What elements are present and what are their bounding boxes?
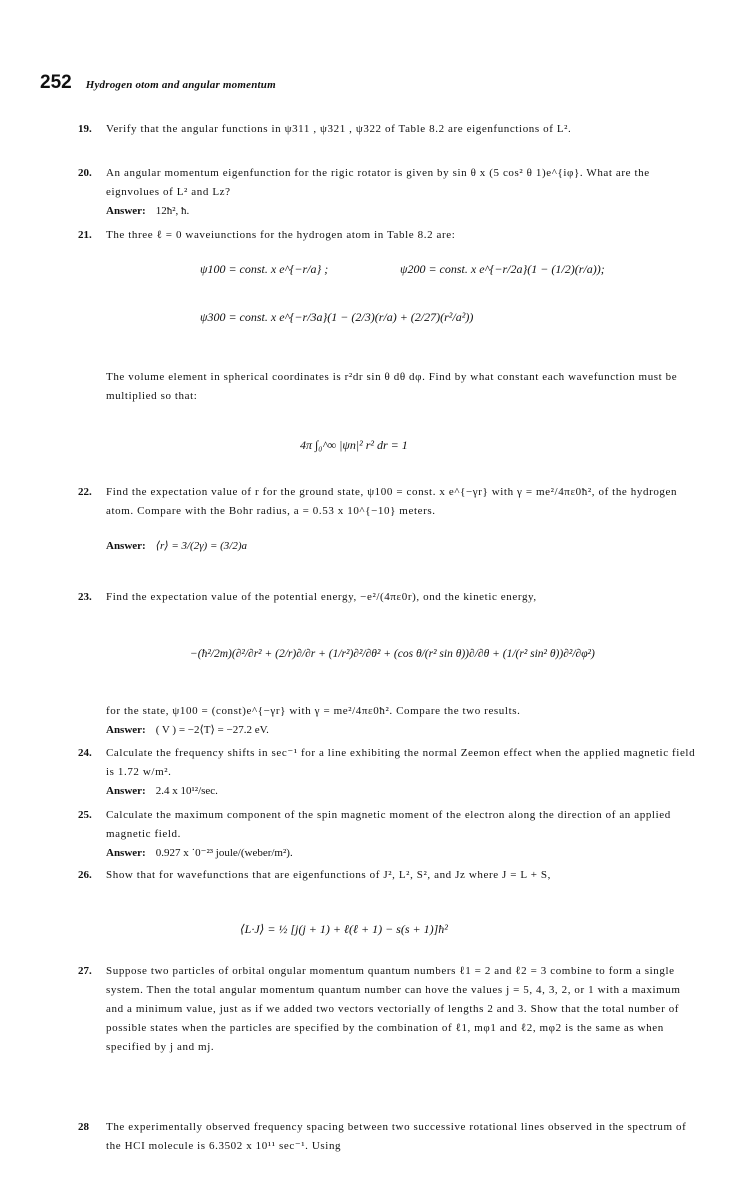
answer-value: ( V ) = −2⟨T⟩ = −27.2 eV.: [155, 724, 269, 736]
equation-psi100: ψ100 = const. x e^{−r/a} ;: [200, 262, 329, 276]
equation-psi200: ψ200 = const. x e^{−r/2a}(1 − (1/2)(r/a));: [400, 262, 605, 276]
answer-value: ⟨r⟩ = 3/(2γ) = (3/2)a: [155, 540, 248, 552]
running-title: Hydrogen otom and angular momentum: [85, 79, 276, 91]
page-header: [40, 72, 276, 94]
problem-20: 20. An angular momentum eigenfunction for the rigic rotator is given by sin θ x (5 cos² θ 1)e^{iφ}. What are the eignvolues of L² and Lz? Answer: 12ħ², ħ.: [106, 164, 696, 221]
problem-23: 23. Find the expectation value of the potential energy, −e²/(4πε0r), ond the kinetic energy,: [106, 588, 696, 607]
answer-value: 0.927 x ˙0⁻²³ joule/(weber/m²).: [155, 847, 293, 859]
equation-psi300: ψ300 = const. x e^{−r/3a}(1 − (2/3)(r/a) + (2/27)(r²/a²)): [200, 310, 474, 324]
answer-label: Answer:: [106, 205, 146, 217]
problem-28: 28 The experimentally observed frequency spacing between two successive rotational lines observed in the spectrum of the HCI molecule is 6.3502 x 10¹¹ sec⁻¹. Using: [106, 1118, 696, 1156]
problem-21: 21. The three ℓ = 0 waveiunctions for the hydrogen atom in Table 8.2 are:: [106, 226, 696, 245]
answer-label: Answer:: [106, 847, 146, 859]
problem-text: An angular momentum eigenfunction for the rigic rotator is given by sin θ x (5 cos² θ 1)e^{iφ}. What are the eignvolues of L² and Lz?: [106, 167, 650, 198]
answer-value: 12ħ², ħ.: [155, 205, 190, 217]
problem-text: Verify that the angular functions in ψ311 , ψ321 , ψ322 of Table 8.2 are eigenfunctions of L².: [106, 123, 572, 135]
problem-text: Show that for wavefunctions that are eigenfunctions of J², L², S², and Jz where J = L + S,: [106, 869, 551, 881]
equation-kinetic: −(ħ²/2m)(∂²/∂r² + (2/r)∂/∂r + (1/r²)∂²/∂θ² + (cos θ/(r² sin θ))∂/∂θ + (1/(r² sin² θ))∂²/∂φ²): [190, 648, 595, 660]
answer-label: Answer:: [106, 724, 146, 736]
problem-23-tail: for the state, ψ100 = (const)e^{−γr} with γ = me²/4πε0ħ². Compare the two results. Answer: ( V ) = −2⟨T⟩ = −27.2 eV.: [106, 705, 521, 736]
problem-26: 26. Show that for wavefunctions that are eigenfunctions of J², L², S², and Jz where J = L + S,: [106, 866, 696, 885]
problem-22: 22. Find the expectation value of r for the ground state, ψ100 = const. x e^{−γr} with γ = me²/4πε0ħ², of the hydrogen atom. Compare with the Bohr radius, a = 0.53 x 10^{−10} meters. Answer: ⟨r⟩ = 3/(2γ) = (3/2)a: [106, 483, 696, 556]
problem-text: The experimentally observed frequency spacing between two successive rotational lines observed in the spectrum of the HCI molecule is 6.3502 x 10¹¹ sec⁻¹. Using: [106, 1121, 687, 1152]
page-number: 252: [40, 72, 72, 93]
problem-19: 19. Verify that the angular functions in ψ311 , ψ321 , ψ322 of Table 8.2 are eigenfunctions of L².: [106, 120, 696, 139]
problem-text: Suppose two particles of orbital ongular momentum quantum numbers ℓ1 = 2 and ℓ2 = 3 combine to form a single system. Then the total angular momentum quantum number can hove the values j = 5, 4, 3, 2, or 1 with a maximum and a minimum value, just as if we added two vectors vectorially of lengths 2 and 3. Show that the total number of possible states when the particles are specified by the combination of ℓ1, mφ1 and ℓ2, mφ2 is the same as when specified by j and mj.: [106, 965, 681, 1053]
equation-LJ: ⟨L·J⟩ = ½ [j(j + 1) + ℓ(ℓ + 1) − s(s + 1)]ħ²: [240, 922, 448, 936]
problem-text: Find the expectation value of r for the ground state, ψ100 = const. x e^{−γr} with γ = me²/4πε0ħ², of the hydrogen atom. Compare with the Bohr radius, a = 0.53 x 10^{−10} meters.: [106, 486, 678, 517]
problem-text: Find the expectation value of the potential energy, −e²/(4πε0r), ond the kinetic energy,: [106, 591, 537, 603]
answer-label: Answer:: [106, 540, 146, 552]
problem-text: Calculate the frequency shifts in sec⁻¹ for a line exhibiting the normal Zeemon effect when the applied magnetic field is 1.72 w/m².: [106, 747, 696, 778]
answer-value: 2.4 x 10¹²/sec.: [155, 785, 218, 797]
problem-text: Calculate the maximum component of the spin magnetic moment of the electron along the direction of an applied magnetic field.: [106, 809, 671, 840]
problem-27: 27. Suppose two particles of orbital ongular momentum quantum numbers ℓ1 = 2 and ℓ2 = 3 combine to form a single system. Then the total angular momentum quantum number can hove the values j = 5, 4, 3, 2, or 1 with a maximum and a minimum value, just as if we added two vectors vectorially of lengths 2 and 3. Show that the total number of possible states when the particles are specified by the combination of ℓ1, mφ1 and ℓ2, mφ2 is the same as when specified by j and mj.: [106, 962, 696, 1057]
problem-25: 25. Calculate the maximum component of the spin magnetic moment of the electron along the direction of an applied magnetic field. Answer: 0.927 x ˙0⁻²³ joule/(weber/m²).: [106, 806, 696, 863]
problem-24: 24. Calculate the frequency shifts in sec⁻¹ for a line exhibiting the normal Zeemon effect when the applied magnetic field is 1.72 w/m². Answer: 2.4 x 10¹²/sec.: [106, 744, 696, 801]
answer-label: Answer:: [106, 785, 146, 797]
equation-normalization: 4π ∫₀^∞ |ψn|² r² dr = 1: [300, 438, 408, 452]
problem-text: The three ℓ = 0 waveiunctions for the hydrogen atom in Table 8.2 are:: [106, 229, 456, 241]
volume-text: The volume element in spherical coordinates is r²dr sin θ dθ dφ. Find by what constant each wavefunction must be multiplied so that:: [106, 371, 678, 402]
